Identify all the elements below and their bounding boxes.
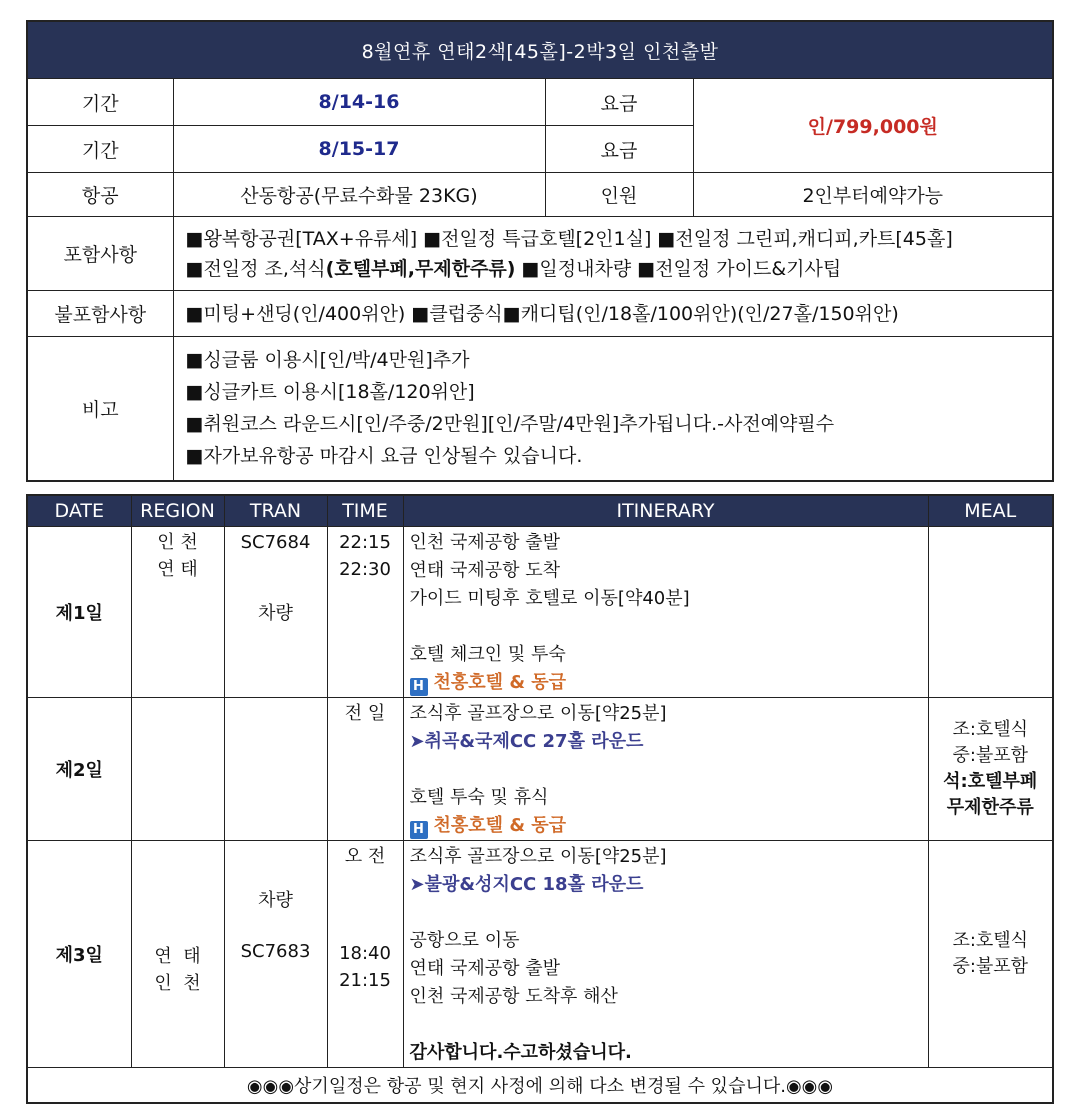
- period-label: 기간: [27, 126, 173, 173]
- included-line: [186, 254, 1041, 284]
- included-text: ■전일정 조,석식: [185, 257, 326, 280]
- hotel-line: [410, 669, 928, 697]
- meal-item: 무제한주류: [946, 797, 1034, 818]
- excluded-items: ■미팅+샌딩(인/400위안) ■클럽중식■캐디팁(인/18홀/100위안)(인/27홀/150위안): [173, 291, 1053, 337]
- period-label: 기간: [27, 79, 173, 126]
- hotel-line: [410, 812, 928, 840]
- golf-round-line: ➤불광&성지CC 18홀 라운드: [409, 874, 644, 895]
- region-cell: [131, 841, 224, 1068]
- notes-label: 비고: [27, 337, 173, 481]
- itinerary-cell: [403, 527, 928, 698]
- day-label: 제1일: [27, 527, 131, 698]
- included-items: [173, 217, 1053, 291]
- header-tran: TRAN: [224, 495, 327, 527]
- footer-notice: ◉◉◉상기일정은 항공 및 현지 사정에 의해 다소 변경될 수 있습니다.◉◉◉: [27, 1068, 1053, 1104]
- meal-cell: [928, 527, 1053, 698]
- tour-info-table: [26, 20, 1054, 482]
- itinerary-line: 인천 국제공항 출발: [409, 532, 561, 553]
- region: 연 태: [157, 559, 198, 580]
- time: 오 전: [344, 846, 386, 867]
- note-item: ■취원코스 라운드시[인/주중/2만원][인/주말/4만원]추가됩니다.-사전예약필수: [185, 413, 835, 436]
- included-label: 포함사항: [27, 217, 173, 291]
- excluded-label: 불포함사항: [27, 291, 173, 337]
- meal-cell: [928, 841, 1053, 1068]
- transport: 차량: [258, 603, 293, 624]
- day-row: [27, 841, 1053, 1068]
- time-cell: [327, 841, 403, 1068]
- time: 18:40: [339, 943, 391, 964]
- period-value: 8/14-16: [173, 79, 545, 126]
- region: 인 천: [157, 532, 198, 553]
- notes-list: [173, 337, 1053, 481]
- meal-item: 조:호텔식: [952, 930, 1029, 951]
- included-meal-bold: (호텔부페,무제한주류): [325, 257, 516, 280]
- header-itinerary: ITINERARY: [403, 495, 928, 527]
- header-region: REGION: [131, 495, 224, 527]
- closing-line: 감사합니다.수고하셨습니다.: [409, 1042, 632, 1063]
- meal-item: 중:불포함: [952, 956, 1029, 977]
- itinerary-line: 연태 국제공항 도착: [409, 560, 561, 581]
- flight-number: SC7684: [240, 532, 311, 553]
- itinerary-line: 호텔 체크인 및 투숙: [409, 644, 566, 665]
- included-line: ■왕복항공권[TAX+유류세] ■전일정 특급호텔[2인1실] ■전일정 그린피,캐디피,카트[45홀]: [185, 227, 953, 250]
- hotel-name: 천홍호텔 & 동급: [433, 672, 567, 693]
- region: 연 태: [154, 946, 201, 967]
- note-item: ■싱글카트 이용시[18홀/120위안]: [185, 381, 475, 404]
- airline-value: 산동항공(무료수화물 23KG): [173, 173, 545, 217]
- meal-item: 중:불포함: [952, 745, 1029, 766]
- price-value: 인/799,000원: [693, 79, 1053, 173]
- time: 22:15: [339, 532, 391, 553]
- hotel-icon: H: [410, 821, 428, 839]
- itinerary-cell: [403, 841, 928, 1068]
- hotel-name: 천홍호텔 & 동급: [433, 815, 567, 836]
- note-item: ■자가보유항공 마감시 요금 인상될수 있습니다.: [185, 445, 583, 468]
- time: 전 일: [344, 703, 386, 724]
- itinerary-line: 인천 국제공항 도착후 해산: [409, 986, 618, 1007]
- itinerary-line: 조식후 골프장으로 이동[약25분]: [409, 846, 667, 867]
- time: 21:15: [339, 970, 391, 991]
- fee-label: 요금: [545, 79, 693, 126]
- itinerary-line: 조식후 골프장으로 이동[약25분]: [409, 703, 667, 724]
- region-cell: [131, 698, 224, 841]
- meal-cell: [928, 698, 1053, 841]
- people-value: 2인부터예약가능: [693, 173, 1053, 217]
- time-cell: [327, 698, 403, 841]
- itinerary-line: 연태 국제공항 출발: [409, 958, 561, 979]
- day-label: 제3일: [27, 841, 131, 1068]
- header-meal: MEAL: [928, 495, 1053, 527]
- header-time: TIME: [327, 495, 403, 527]
- flight-number: SC7683: [240, 941, 311, 962]
- time-cell: [327, 527, 403, 698]
- meal-item: 조:호텔식: [952, 719, 1029, 740]
- time: 22:30: [339, 559, 391, 580]
- note-item: ■싱글룸 이용시[인/박/4만원]추가: [185, 349, 470, 372]
- included-text: ■일정내차량 ■전일정 가이드&기사팁: [515, 257, 842, 280]
- itinerary-line: 공항으로 이동: [409, 930, 520, 951]
- itinerary-cell: [403, 698, 928, 841]
- tour-title: 8월연휴 연태2색[45홀]-2박3일 인천출발: [27, 21, 1053, 79]
- region: 인 천: [154, 973, 201, 994]
- day-row: [27, 527, 1053, 698]
- hotel-icon: H: [410, 678, 428, 696]
- tran-cell: [224, 527, 327, 698]
- people-label: 인원: [545, 173, 693, 217]
- tran-cell: [224, 841, 327, 1068]
- itinerary-line: 가이드 미팅후 호텔로 이동[약40분]: [409, 588, 690, 609]
- itinerary-table: [26, 494, 1054, 1104]
- tran-cell: [224, 698, 327, 841]
- airline-label: 항공: [27, 173, 173, 217]
- itinerary-line: 호텔 투숙 및 휴식: [409, 787, 549, 808]
- meal-item: 석:호텔부페: [943, 771, 1038, 792]
- golf-round-line: ➤취곡&국제CC 27홀 라운드: [409, 731, 644, 752]
- day-label: 제2일: [27, 698, 131, 841]
- fee-label: 요금: [545, 126, 693, 173]
- header-date: DATE: [27, 495, 131, 527]
- period-value: 8/15-17: [173, 126, 545, 173]
- transport: 차량: [258, 890, 293, 911]
- day-row: [27, 698, 1053, 841]
- region-cell: [131, 527, 224, 698]
